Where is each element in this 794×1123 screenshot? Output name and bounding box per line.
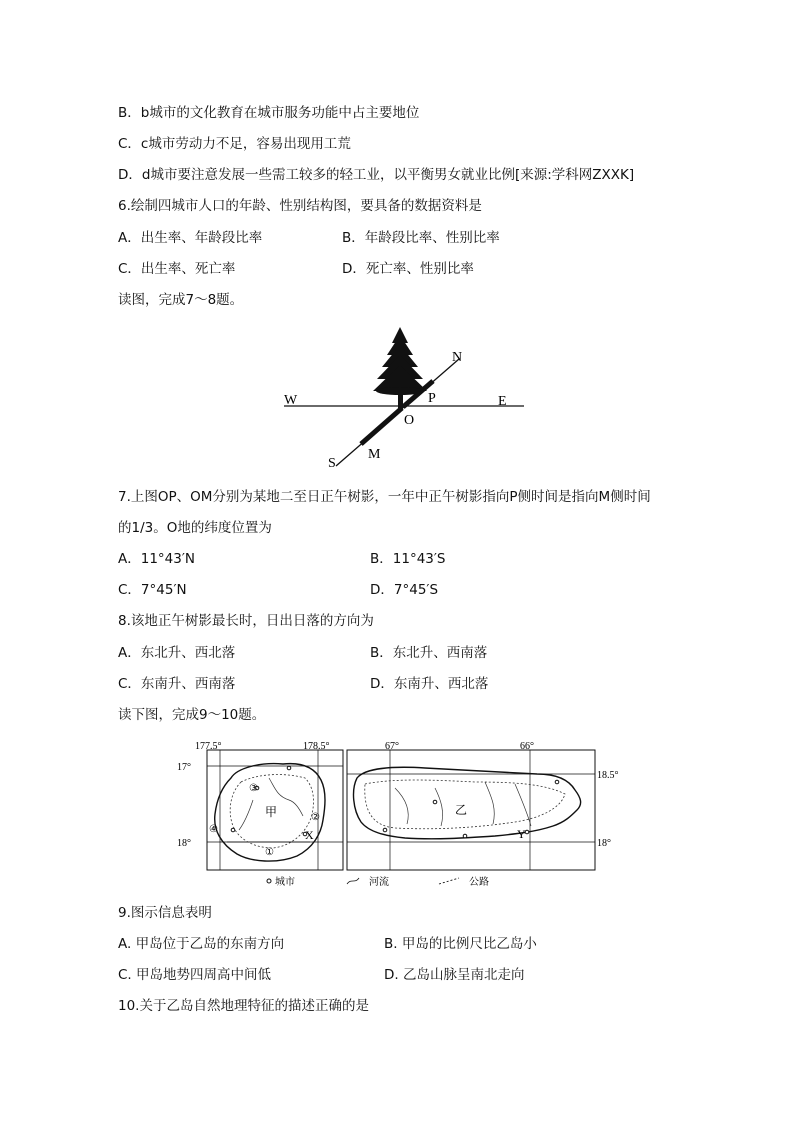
point-p-label: P bbox=[428, 391, 436, 406]
q7-option-a: A．11°43′N bbox=[118, 551, 196, 567]
road-legend-icon bbox=[439, 878, 459, 884]
question-9: 9.图示信息表明 bbox=[118, 905, 212, 921]
north-label: N bbox=[452, 350, 463, 365]
tree-icon bbox=[373, 327, 427, 409]
island-maps-figure bbox=[165, 738, 635, 890]
instruction-7-8: 读图，完成7～8题。 bbox=[118, 292, 244, 308]
q6-option-d: D．死亡率、性别比率 bbox=[342, 261, 474, 277]
east-label: E bbox=[498, 394, 507, 409]
circle-1-label: ① bbox=[265, 847, 274, 858]
legend-road-label: 公路 bbox=[469, 877, 489, 888]
q8-option-b: B．东北升、西南落 bbox=[370, 645, 488, 661]
point-o-label: O bbox=[404, 413, 415, 428]
west-label: W bbox=[284, 393, 298, 408]
q6-option-a: A．出生率、年龄段比率 bbox=[118, 230, 263, 246]
point-m-label: M bbox=[368, 447, 381, 462]
lat-18-right-label: 18° bbox=[597, 838, 611, 849]
river-legend-icon bbox=[347, 878, 359, 884]
lon-177-5-label: 177.5° bbox=[195, 741, 222, 752]
q6-option-c: C．出生率、死亡率 bbox=[118, 261, 236, 277]
island-yi-outline bbox=[354, 767, 581, 839]
island-yi-label: 乙 bbox=[455, 803, 468, 817]
q7-option-d: D．7°45′S bbox=[370, 582, 439, 598]
option-5c: C．c城市劳动力不足，容易出现用工荒 bbox=[118, 136, 351, 152]
option-5b: B．b城市的文化教育在城市服务功能中占主要地位 bbox=[118, 105, 420, 121]
lat-18-5-label: 18.5° bbox=[597, 770, 619, 781]
south-label: S bbox=[328, 456, 336, 471]
city-legend-icon bbox=[267, 879, 271, 883]
lon-66-label: 66° bbox=[520, 741, 534, 752]
instruction-9-10: 读下图，完成9～10题。 bbox=[118, 707, 266, 723]
legend-river-label: 河流 bbox=[369, 877, 389, 888]
q9-option-d: D. 乙岛山脉呈南北走向 bbox=[384, 967, 525, 983]
q9-option-a: A. 甲岛位于乙岛的东南方向 bbox=[118, 936, 285, 952]
question-10: 10.关于乙岛自然地理特征的描述正确的是 bbox=[118, 998, 369, 1014]
q9-option-c: C. 甲岛地势四周高中间低 bbox=[118, 967, 272, 983]
q6-option-b: B．年龄段比率、性别比率 bbox=[342, 230, 500, 246]
circle-4-label: ④ bbox=[209, 824, 218, 835]
option-5d: D．d城市要注意发展一些需工较多的轻工业，以平衡男女就业比例[来源:学科网ZXXK] bbox=[118, 167, 635, 183]
lat-17-label: 17° bbox=[177, 762, 191, 773]
circle-2-label: ② bbox=[311, 812, 320, 823]
tree-shadow-figure bbox=[270, 325, 530, 475]
q7-option-b: B．11°43′S bbox=[370, 551, 446, 567]
island-jia-label: 甲 bbox=[265, 805, 278, 819]
q7-option-c: C．7°45′N bbox=[118, 582, 187, 598]
y-point-label: Y bbox=[517, 827, 526, 841]
q9-option-b: B. 甲岛的比例尺比乙岛小 bbox=[384, 936, 537, 952]
q8-option-d: D．东南升、西北落 bbox=[370, 676, 489, 692]
question-6: 6.绘制四城市人口的年龄、性别结构图，要具备的数据资料是 bbox=[118, 198, 482, 214]
q8-option-c: C．东南升、西南落 bbox=[118, 676, 236, 692]
x-point-label: X bbox=[305, 828, 314, 842]
lon-67-label: 67° bbox=[385, 741, 399, 752]
question-8: 8.该地正午树影最长时，日出日落的方向为 bbox=[118, 613, 374, 629]
legend-city-label: 城市 bbox=[275, 877, 295, 888]
q8-option-a: A．东北升、西北落 bbox=[118, 645, 236, 661]
question-7: 7.上图OP、OM分别为某地二至日正午树影，一年中正午树影指向P侧时间是指向M侧时间 bbox=[118, 489, 651, 505]
circle-3-label: ③ bbox=[249, 783, 258, 794]
lat-18-left-label: 18° bbox=[177, 838, 191, 849]
question-7-cont: 的1/3。O地的纬度位置为 bbox=[118, 520, 272, 536]
lon-178-5-label: 178.5° bbox=[303, 741, 330, 752]
